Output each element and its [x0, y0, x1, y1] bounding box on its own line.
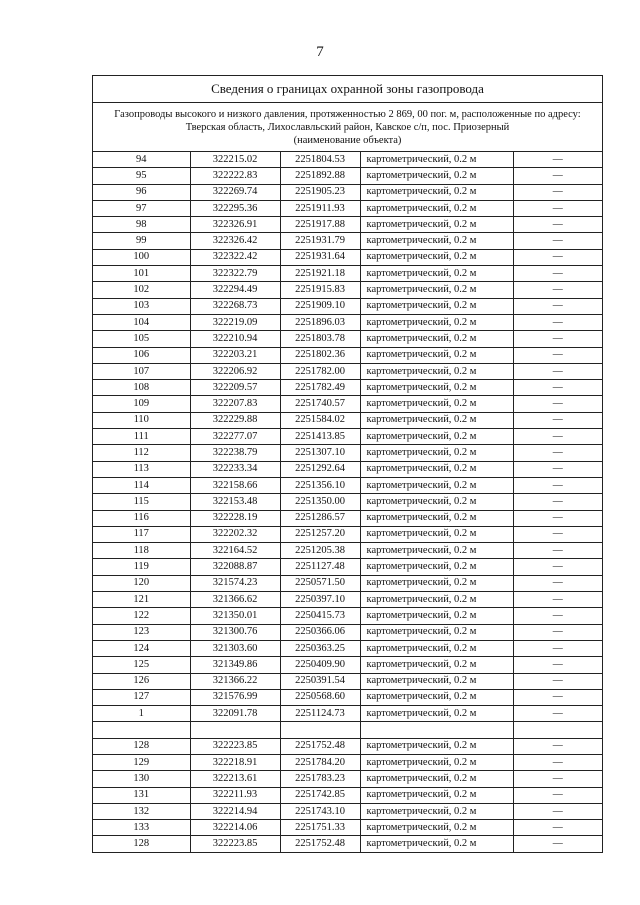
point-number-cell: 131 — [93, 787, 190, 803]
x-coordinate-cell: 322219.09 — [190, 314, 280, 330]
method-cell: картометрический, 0.2 м — [360, 836, 513, 852]
point-number-cell: 125 — [93, 657, 190, 673]
note-cell: — — [513, 543, 602, 559]
table-row — [93, 249, 602, 265]
note-cell: — — [513, 477, 602, 493]
x-coordinate-cell: 322214.06 — [190, 820, 280, 836]
note-cell: — — [513, 771, 602, 787]
point-number-cell: 107 — [93, 363, 190, 379]
point-number-cell: 132 — [93, 803, 190, 819]
point-number-cell: 118 — [93, 543, 190, 559]
method-cell: картометрический, 0.2 м — [360, 347, 513, 363]
y-coordinate-cell: 2251804.53 — [280, 152, 360, 168]
x-coordinate-cell: 322088.87 — [190, 559, 280, 575]
table-title: Сведения о границах охранной зоны газопровода — [93, 76, 602, 103]
table-row — [93, 640, 602, 656]
coordinates-table-body — [93, 152, 602, 852]
table-row — [93, 624, 602, 640]
method-cell: картометрический, 0.2 м — [360, 314, 513, 330]
note-cell: — — [513, 706, 602, 722]
table-row — [93, 657, 602, 673]
note-cell: — — [513, 592, 602, 608]
method-cell: картометрический, 0.2 м — [360, 787, 513, 803]
y-coordinate-cell: 2251584.02 — [280, 412, 360, 428]
y-coordinate-cell: 2251356.10 — [280, 477, 360, 493]
method-cell: картометрический, 0.2 м — [360, 445, 513, 461]
point-number-cell: 119 — [93, 559, 190, 575]
point-number-cell: 97 — [93, 200, 190, 216]
table-row — [93, 706, 602, 722]
table-row — [93, 820, 602, 836]
table-row — [93, 575, 602, 591]
coordinates-table — [93, 152, 602, 852]
note-cell: — — [513, 266, 602, 282]
method-cell: картометрический, 0.2 м — [360, 249, 513, 265]
x-coordinate-cell: 321576.99 — [190, 689, 280, 705]
y-coordinate-cell: 2251784.20 — [280, 754, 360, 770]
table-row — [93, 314, 602, 330]
point-number-cell: 128 — [93, 738, 190, 754]
point-number-cell: 110 — [93, 412, 190, 428]
note-cell: — — [513, 494, 602, 510]
method-cell — [360, 722, 513, 738]
x-coordinate-cell: 322091.78 — [190, 706, 280, 722]
y-coordinate-cell: 2251752.48 — [280, 836, 360, 852]
table-row — [93, 298, 602, 314]
note-cell: — — [513, 575, 602, 591]
y-coordinate-cell: 2251286.57 — [280, 510, 360, 526]
table-row — [93, 184, 602, 200]
table-row — [93, 836, 602, 852]
method-cell: картометрический, 0.2 м — [360, 200, 513, 216]
table-row — [93, 233, 602, 249]
y-coordinate-cell: 2251802.36 — [280, 347, 360, 363]
x-coordinate-cell: 322213.61 — [190, 771, 280, 787]
y-coordinate-cell: 2251752.48 — [280, 738, 360, 754]
x-coordinate-cell: 321350.01 — [190, 608, 280, 624]
y-coordinate-cell: 2250363.25 — [280, 640, 360, 656]
method-cell: картометрический, 0.2 м — [360, 738, 513, 754]
x-coordinate-cell: 322238.79 — [190, 445, 280, 461]
method-cell: картометрический, 0.2 м — [360, 689, 513, 705]
point-number-cell: 124 — [93, 640, 190, 656]
method-cell: картометрический, 0.2 м — [360, 706, 513, 722]
method-cell: картометрический, 0.2 м — [360, 640, 513, 656]
method-cell: картометрический, 0.2 м — [360, 624, 513, 640]
point-number-cell: 96 — [93, 184, 190, 200]
table-row — [93, 754, 602, 770]
method-cell: картометрический, 0.2 м — [360, 331, 513, 347]
y-coordinate-cell: 2251892.88 — [280, 168, 360, 184]
table-row — [93, 771, 602, 787]
method-cell: картометрический, 0.2 м — [360, 820, 513, 836]
note-cell: — — [513, 526, 602, 542]
note-cell: — — [513, 608, 602, 624]
y-coordinate-cell: 2250568.60 — [280, 689, 360, 705]
note-cell: — — [513, 673, 602, 689]
table-row — [93, 738, 602, 754]
note-cell: — — [513, 249, 602, 265]
point-number-cell: 108 — [93, 380, 190, 396]
x-coordinate-cell: 322203.21 — [190, 347, 280, 363]
x-coordinate-cell: 321303.60 — [190, 640, 280, 656]
y-coordinate-cell: 2250571.50 — [280, 575, 360, 591]
x-coordinate-cell: 322210.94 — [190, 331, 280, 347]
object-description — [93, 103, 602, 152]
method-cell: картометрический, 0.2 м — [360, 673, 513, 689]
point-number-cell: 129 — [93, 754, 190, 770]
note-cell: — — [513, 787, 602, 803]
note-cell: — — [513, 412, 602, 428]
y-coordinate-cell: 2251782.00 — [280, 363, 360, 379]
point-number-cell: 100 — [93, 249, 190, 265]
y-coordinate-cell: 2251931.64 — [280, 249, 360, 265]
point-number-cell: 98 — [93, 217, 190, 233]
point-number-cell: 133 — [93, 820, 190, 836]
table-row — [93, 266, 602, 282]
note-cell: — — [513, 559, 602, 575]
point-number-cell: 126 — [93, 673, 190, 689]
method-cell: картометрический, 0.2 м — [360, 657, 513, 673]
y-coordinate-cell: 2250409.90 — [280, 657, 360, 673]
point-number-cell: 113 — [93, 461, 190, 477]
table-row — [93, 543, 602, 559]
point-number-cell: 123 — [93, 624, 190, 640]
table-row — [93, 559, 602, 575]
table-row — [93, 168, 602, 184]
point-number-cell: 112 — [93, 445, 190, 461]
method-cell: картометрический, 0.2 м — [360, 298, 513, 314]
table-row — [93, 510, 602, 526]
method-cell: картометрический, 0.2 м — [360, 266, 513, 282]
y-coordinate-cell — [280, 722, 360, 738]
y-coordinate-cell: 2251292.64 — [280, 461, 360, 477]
x-coordinate-cell: 322326.91 — [190, 217, 280, 233]
description-line-location: Тверская область, Лихославльский район, Кавское с/п, пос. Приозерный — [185, 122, 510, 133]
y-coordinate-cell: 2251803.78 — [280, 331, 360, 347]
method-cell: картометрический, 0.2 м — [360, 396, 513, 412]
page-number: 7 — [316, 44, 324, 60]
y-coordinate-cell: 2251751.33 — [280, 820, 360, 836]
y-coordinate-cell: 2251307.10 — [280, 445, 360, 461]
note-cell: — — [513, 184, 602, 200]
method-cell: картометрический, 0.2 м — [360, 592, 513, 608]
note-cell: — — [513, 738, 602, 754]
point-number-cell: 94 — [93, 152, 190, 168]
x-coordinate-cell: 322214.94 — [190, 803, 280, 819]
method-cell: картометрический, 0.2 м — [360, 510, 513, 526]
table-row — [93, 445, 602, 461]
method-cell: картометрический, 0.2 м — [360, 494, 513, 510]
x-coordinate-cell: 322326.42 — [190, 233, 280, 249]
point-number-cell: 127 — [93, 689, 190, 705]
y-coordinate-cell: 2251127.48 — [280, 559, 360, 575]
method-cell: картометрический, 0.2 м — [360, 526, 513, 542]
point-number-cell: 120 — [93, 575, 190, 591]
x-coordinate-cell: 322229.88 — [190, 412, 280, 428]
method-cell: картометрический, 0.2 м — [360, 217, 513, 233]
note-cell: — — [513, 429, 602, 445]
point-number-cell: 116 — [93, 510, 190, 526]
note-cell: — — [513, 754, 602, 770]
table-row — [93, 673, 602, 689]
y-coordinate-cell: 2251931.79 — [280, 233, 360, 249]
method-cell: картометрический, 0.2 м — [360, 754, 513, 770]
note-cell: — — [513, 282, 602, 298]
x-coordinate-cell: 322294.49 — [190, 282, 280, 298]
note-cell: — — [513, 461, 602, 477]
method-cell: картометрический, 0.2 м — [360, 184, 513, 200]
point-number-cell: 122 — [93, 608, 190, 624]
y-coordinate-cell: 2250391.54 — [280, 673, 360, 689]
note-cell: — — [513, 657, 602, 673]
description-line-caption: (наименование объекта) — [293, 135, 402, 146]
y-coordinate-cell: 2251896.03 — [280, 314, 360, 330]
table-row — [93, 722, 602, 738]
table-row — [93, 152, 602, 168]
method-cell: картометрический, 0.2 м — [360, 282, 513, 298]
x-coordinate-cell: 322228.19 — [190, 510, 280, 526]
method-cell: картометрический, 0.2 м — [360, 543, 513, 559]
point-number-cell: 114 — [93, 477, 190, 493]
x-coordinate-cell: 322164.52 — [190, 543, 280, 559]
y-coordinate-cell: 2251915.83 — [280, 282, 360, 298]
x-coordinate-cell: 322295.36 — [190, 200, 280, 216]
table-row — [93, 608, 602, 624]
point-number-cell: 115 — [93, 494, 190, 510]
x-coordinate-cell: 322269.74 — [190, 184, 280, 200]
y-coordinate-cell: 2251742.85 — [280, 787, 360, 803]
note-cell: — — [513, 836, 602, 852]
table-row — [93, 412, 602, 428]
point-number-cell: 99 — [93, 233, 190, 249]
table-row — [93, 331, 602, 347]
x-coordinate-cell: 322209.57 — [190, 380, 280, 396]
table-row — [93, 200, 602, 216]
x-coordinate-cell: 322207.83 — [190, 396, 280, 412]
note-cell: — — [513, 640, 602, 656]
table-row — [93, 363, 602, 379]
table-row — [93, 592, 602, 608]
method-cell: картометрический, 0.2 м — [360, 233, 513, 249]
x-coordinate-cell: 322268.73 — [190, 298, 280, 314]
description-line-address: Газопроводы высокого и низкого давления, протяженностью 2 869, 00 пог. м, расположенные по адресу: — [114, 109, 581, 120]
note-cell: — — [513, 347, 602, 363]
note-cell: — — [513, 217, 602, 233]
note-cell: — — [513, 152, 602, 168]
note-cell: — — [513, 689, 602, 705]
x-coordinate-cell: 322211.93 — [190, 787, 280, 803]
x-coordinate-cell: 322322.79 — [190, 266, 280, 282]
y-coordinate-cell: 2251413.85 — [280, 429, 360, 445]
note-cell: — — [513, 168, 602, 184]
x-coordinate-cell: 322322.42 — [190, 249, 280, 265]
y-coordinate-cell: 2251740.57 — [280, 396, 360, 412]
method-cell: картометрический, 0.2 м — [360, 477, 513, 493]
note-cell — [513, 722, 602, 738]
method-cell: картометрический, 0.2 м — [360, 608, 513, 624]
x-coordinate-cell: 322158.66 — [190, 477, 280, 493]
x-coordinate-cell — [190, 722, 280, 738]
method-cell: картометрический, 0.2 м — [360, 168, 513, 184]
x-coordinate-cell: 321349.86 — [190, 657, 280, 673]
x-coordinate-cell: 322223.85 — [190, 738, 280, 754]
x-coordinate-cell: 322223.85 — [190, 836, 280, 852]
point-number-cell: 104 — [93, 314, 190, 330]
note-cell: — — [513, 820, 602, 836]
table-row — [93, 477, 602, 493]
method-cell: картометрический, 0.2 м — [360, 803, 513, 819]
x-coordinate-cell: 322233.34 — [190, 461, 280, 477]
x-coordinate-cell: 321366.22 — [190, 673, 280, 689]
x-coordinate-cell: 322218.91 — [190, 754, 280, 770]
method-cell: картометрический, 0.2 м — [360, 771, 513, 787]
method-cell: картометрический, 0.2 м — [360, 363, 513, 379]
table-row — [93, 787, 602, 803]
table-row — [93, 689, 602, 705]
table-row — [93, 429, 602, 445]
boundary-table-frame — [92, 75, 603, 853]
x-coordinate-cell: 321574.23 — [190, 575, 280, 591]
note-cell: — — [513, 624, 602, 640]
note-cell: — — [513, 314, 602, 330]
point-number-cell: 109 — [93, 396, 190, 412]
point-number-cell: 1 — [93, 706, 190, 722]
y-coordinate-cell: 2250366.06 — [280, 624, 360, 640]
table-row — [93, 494, 602, 510]
x-coordinate-cell: 321366.62 — [190, 592, 280, 608]
table-row — [93, 347, 602, 363]
table-row — [93, 461, 602, 477]
note-cell: — — [513, 200, 602, 216]
y-coordinate-cell: 2251743.10 — [280, 803, 360, 819]
table-row — [93, 217, 602, 233]
y-coordinate-cell: 2251350.00 — [280, 494, 360, 510]
x-coordinate-cell: 322215.02 — [190, 152, 280, 168]
method-cell: картометрический, 0.2 м — [360, 575, 513, 591]
point-number-cell: 106 — [93, 347, 190, 363]
y-coordinate-cell: 2251124.73 — [280, 706, 360, 722]
y-coordinate-cell: 2251917.88 — [280, 217, 360, 233]
x-coordinate-cell: 322153.48 — [190, 494, 280, 510]
x-coordinate-cell: 321300.76 — [190, 624, 280, 640]
note-cell: — — [513, 445, 602, 461]
x-coordinate-cell: 322222.83 — [190, 168, 280, 184]
x-coordinate-cell: 322277.07 — [190, 429, 280, 445]
note-cell: — — [513, 363, 602, 379]
note-cell: — — [513, 803, 602, 819]
method-cell: картометрический, 0.2 м — [360, 380, 513, 396]
y-coordinate-cell: 2251909.10 — [280, 298, 360, 314]
table-row — [93, 282, 602, 298]
note-cell: — — [513, 380, 602, 396]
point-number-cell: 117 — [93, 526, 190, 542]
point-number-cell — [93, 722, 190, 738]
y-coordinate-cell: 2251257.20 — [280, 526, 360, 542]
point-number-cell: 103 — [93, 298, 190, 314]
y-coordinate-cell: 2251205.38 — [280, 543, 360, 559]
table-row — [93, 396, 602, 412]
point-number-cell: 105 — [93, 331, 190, 347]
y-coordinate-cell: 2251905.23 — [280, 184, 360, 200]
x-coordinate-cell: 322202.32 — [190, 526, 280, 542]
table-row — [93, 380, 602, 396]
point-number-cell: 111 — [93, 429, 190, 445]
note-cell: — — [513, 233, 602, 249]
point-number-cell: 128 — [93, 836, 190, 852]
point-number-cell: 95 — [93, 168, 190, 184]
note-cell: — — [513, 510, 602, 526]
note-cell: — — [513, 298, 602, 314]
method-cell: картометрический, 0.2 м — [360, 559, 513, 575]
y-coordinate-cell: 2251911.93 — [280, 200, 360, 216]
point-number-cell: 102 — [93, 282, 190, 298]
method-cell: картометрический, 0.2 м — [360, 429, 513, 445]
table-row — [93, 803, 602, 819]
point-number-cell: 101 — [93, 266, 190, 282]
method-cell: картометрический, 0.2 м — [360, 152, 513, 168]
method-cell: картометрический, 0.2 м — [360, 461, 513, 477]
note-cell: — — [513, 331, 602, 347]
y-coordinate-cell: 2250415.73 — [280, 608, 360, 624]
y-coordinate-cell: 2251782.49 — [280, 380, 360, 396]
note-cell: — — [513, 396, 602, 412]
y-coordinate-cell: 2251783.23 — [280, 771, 360, 787]
x-coordinate-cell: 322206.92 — [190, 363, 280, 379]
table-row — [93, 526, 602, 542]
y-coordinate-cell: 2251921.18 — [280, 266, 360, 282]
y-coordinate-cell: 2250397.10 — [280, 592, 360, 608]
point-number-cell: 121 — [93, 592, 190, 608]
point-number-cell: 130 — [93, 771, 190, 787]
method-cell: картометрический, 0.2 м — [360, 412, 513, 428]
